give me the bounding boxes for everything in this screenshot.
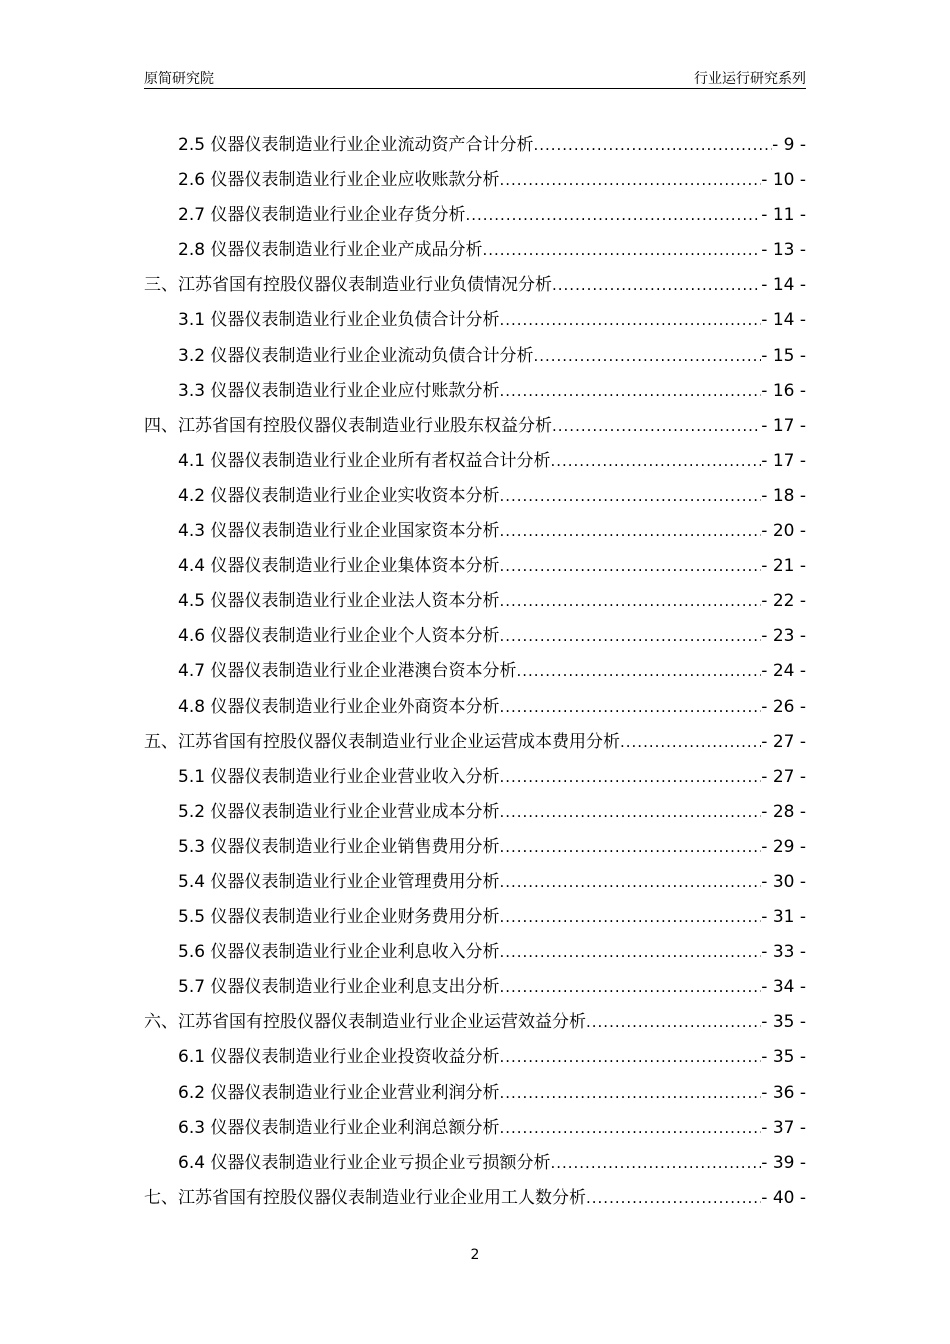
toc-entry-page: - 17 -: [761, 450, 806, 471]
toc-entry-page: - 30 -: [761, 871, 806, 892]
toc-entry-label: 6.2 仪器仪表制造业行业企业营业利润分析: [178, 1082, 500, 1103]
toc-entry-label: 4.5 仪器仪表制造业行业企业法人资本分析: [178, 591, 500, 612]
toc-entry-label: 4.4 仪器仪表制造业行业企业集体资本分析: [178, 556, 500, 577]
toc-dot-leader: [499, 163, 761, 198]
toc-dot-leader: [499, 479, 761, 514]
toc-section-entry[interactable]: [144, 900, 806, 935]
toc-dot-leader: [499, 549, 761, 584]
toc-dot-leader: [533, 339, 761, 374]
toc-section-entry[interactable]: [144, 1111, 806, 1146]
toc-entry-page: - 15 -: [761, 345, 806, 366]
toc-entry-page: - 36 -: [761, 1082, 806, 1103]
toc-dot-leader: [516, 654, 761, 689]
toc-dot-leader: [499, 690, 761, 725]
toc-entry-page: - 18 -: [761, 485, 806, 506]
toc-entry-page: - 14 -: [761, 310, 806, 331]
toc-dot-leader: [499, 584, 761, 619]
toc-entry-label: 2.6 仪器仪表制造业行业企业应收账款分析: [178, 170, 500, 191]
toc-entry-label: 2.5 仪器仪表制造业行业企业流动资产合计分析: [178, 135, 534, 155]
toc-dot-leader: [550, 444, 761, 479]
toc-entry-page: - 21 -: [761, 556, 806, 577]
toc-dot-leader: [499, 900, 761, 935]
header-org-name: 原简研究院: [144, 71, 214, 87]
toc-entry-page: - 13 -: [761, 240, 806, 261]
toc-entry-page: - 31 -: [761, 907, 806, 928]
toc-entry-page: - 37 -: [761, 1117, 806, 1138]
toc-dot-leader: [499, 865, 761, 900]
toc-dot-leader: [499, 514, 761, 549]
toc-dot-leader: [499, 795, 761, 830]
toc-dot-leader: [499, 374, 761, 409]
toc-entry-label: 2.7 仪器仪表制造业行业企业存货分析: [178, 205, 466, 226]
toc-section-entry[interactable]: [144, 970, 806, 1005]
toc-chapter-entry[interactable]: [144, 1181, 806, 1216]
toc-section-entry[interactable]: [144, 549, 806, 584]
toc-section-entry[interactable]: [144, 830, 806, 865]
toc-section-entry[interactable]: [144, 163, 806, 198]
toc-entry-label: 5.4 仪器仪表制造业行业企业管理费用分析: [178, 871, 500, 892]
toc-entry-page: - 23 -: [761, 626, 806, 647]
toc-entry-page: - 22 -: [761, 591, 806, 612]
toc-chapter-entry[interactable]: [144, 725, 806, 760]
toc-section-entry[interactable]: [144, 760, 806, 795]
toc-entry-page: - 26 -: [761, 696, 806, 717]
toc-entry-page: - 9 -: [772, 135, 806, 155]
toc-entry-label: 4.7 仪器仪表制造业行业企业港澳台资本分析: [178, 661, 517, 682]
toc-section-entry[interactable]: [144, 303, 806, 338]
toc-dot-leader: [465, 198, 761, 233]
toc-dot-leader: [499, 760, 761, 795]
toc-entry-label: 2.8 仪器仪表制造业行业企业产成品分析: [178, 240, 483, 261]
toc-section-entry[interactable]: [144, 198, 806, 233]
toc-entry-label: 七、江苏省国有控股仪器仪表制造业行业企业用工人数分析: [144, 1187, 586, 1208]
toc-entry-page: - 10 -: [761, 170, 806, 191]
toc-chapter-entry[interactable]: [144, 1005, 806, 1040]
toc-entry-label: 3.1 仪器仪表制造业行业企业负债合计分析: [178, 310, 500, 331]
toc-dot-leader: [499, 935, 761, 970]
toc-entry-label: 四、江苏省国有控股仪器仪表制造业行业股东权益分析: [144, 415, 552, 436]
toc-entry-page: - 35 -: [761, 1012, 806, 1033]
toc-section-entry[interactable]: [144, 514, 806, 549]
toc-entry-label: 4.8 仪器仪表制造业行业企业外商资本分析: [178, 696, 500, 717]
toc-entry-page: - 33 -: [761, 942, 806, 963]
toc-chapter-entry[interactable]: [144, 268, 806, 303]
toc-entry-label: 4.3 仪器仪表制造业行业企业国家资本分析: [178, 521, 500, 542]
toc-entry-label: 6.1 仪器仪表制造业行业企业投资收益分析: [178, 1047, 500, 1068]
toc-entry-label: 五、江苏省国有控股仪器仪表制造业行业企业运营成本费用分析: [144, 731, 620, 752]
toc-entry-page: - 34 -: [761, 977, 806, 998]
toc-section-entry[interactable]: [144, 233, 806, 268]
toc-dot-leader: [499, 1076, 761, 1111]
toc-entry-label: 4.1 仪器仪表制造业行业企业所有者权益合计分析: [178, 450, 551, 471]
toc-dot-leader: [499, 830, 761, 865]
toc-section-entry[interactable]: [144, 1076, 806, 1111]
toc-entry-page: - 28 -: [761, 801, 806, 822]
header-series-name: 行业运行研究系列: [694, 71, 806, 87]
toc-entry-page: - 27 -: [761, 766, 806, 787]
toc-entry-label: 5.2 仪器仪表制造业行业企业营业成本分析: [178, 801, 500, 822]
toc-section-entry[interactable]: [144, 1146, 806, 1181]
toc-section-entry[interactable]: [144, 654, 806, 689]
toc-entry-page: - 27 -: [761, 731, 806, 752]
toc-entry-label: 6.4 仪器仪表制造业行业企业亏损企业亏损额分析: [178, 1152, 551, 1173]
toc-entry-label: 4.6 仪器仪表制造业行业企业个人资本分析: [178, 626, 500, 647]
toc-section-entry[interactable]: [144, 339, 806, 374]
toc-entry-page: - 11 -: [761, 205, 806, 226]
toc-section-entry[interactable]: [144, 128, 806, 163]
toc-entry-page: - 35 -: [761, 1047, 806, 1068]
toc-dot-leader: [499, 970, 761, 1005]
toc-section-entry[interactable]: [144, 935, 806, 970]
page-header: [144, 66, 806, 89]
toc-chapter-entry[interactable]: [144, 409, 806, 444]
toc-entry-label: 三、江苏省国有控股仪器仪表制造业行业负债情况分析: [144, 275, 552, 296]
toc-section-entry[interactable]: [144, 444, 806, 479]
toc-entry-label: 6.3 仪器仪表制造业行业企业利润总额分析: [178, 1117, 500, 1138]
toc-entry-label: 5.5 仪器仪表制造业行业企业财务费用分析: [178, 907, 500, 928]
toc-entry-label: 5.7 仪器仪表制造业行业企业利息支出分析: [178, 977, 500, 998]
toc-dot-leader: [552, 268, 761, 303]
toc-section-entry[interactable]: [144, 584, 806, 619]
table-of-contents: [144, 128, 806, 1216]
toc-entry-page: - 16 -: [761, 380, 806, 401]
toc-section-entry[interactable]: [144, 690, 806, 725]
toc-entry-label: 六、江苏省国有控股仪器仪表制造业行业企业运营效益分析: [144, 1012, 586, 1033]
toc-entry-label: 3.2 仪器仪表制造业行业企业流动负债合计分析: [178, 345, 534, 366]
toc-entry-label: 3.3 仪器仪表制造业行业企业应付账款分析: [178, 380, 500, 401]
toc-entry-page: - 20 -: [761, 521, 806, 542]
toc-dot-leader: [550, 1146, 761, 1181]
toc-dot-leader: [620, 725, 761, 760]
toc-entry-page: - 29 -: [761, 836, 806, 857]
toc-entry-page: - 14 -: [761, 275, 806, 296]
toc-entry-page: - 24 -: [761, 661, 806, 682]
toc-entry-label: 4.2 仪器仪表制造业行业企业实收资本分析: [178, 485, 500, 506]
toc-entry-label: 5.3 仪器仪表制造业行业企业销售费用分析: [178, 836, 500, 857]
toc-dot-leader: [499, 1040, 761, 1075]
toc-section-entry[interactable]: [144, 795, 806, 830]
toc-entry-label: 5.1 仪器仪表制造业行业企业营业收入分析: [178, 766, 500, 787]
toc-dot-leader: [499, 619, 761, 654]
toc-entry-page: - 17 -: [761, 415, 806, 436]
toc-dot-leader: [533, 128, 772, 163]
toc-section-entry[interactable]: [144, 619, 806, 654]
toc-dot-leader: [482, 233, 761, 268]
page-number: 2: [470, 1247, 480, 1263]
toc-dot-leader: [499, 1111, 761, 1146]
toc-dot-leader: [586, 1005, 761, 1040]
toc-section-entry[interactable]: [144, 479, 806, 514]
toc-dot-leader: [552, 409, 761, 444]
toc-entry-label: 5.6 仪器仪表制造业行业企业利息收入分析: [178, 942, 500, 963]
toc-entry-page: - 39 -: [761, 1152, 806, 1173]
toc-section-entry[interactable]: [144, 865, 806, 900]
toc-dot-leader: [499, 303, 761, 338]
toc-section-entry[interactable]: [144, 374, 806, 409]
toc-entry-page: - 40 -: [761, 1187, 806, 1208]
toc-dot-leader: [586, 1181, 761, 1216]
toc-section-entry[interactable]: [144, 1040, 806, 1075]
